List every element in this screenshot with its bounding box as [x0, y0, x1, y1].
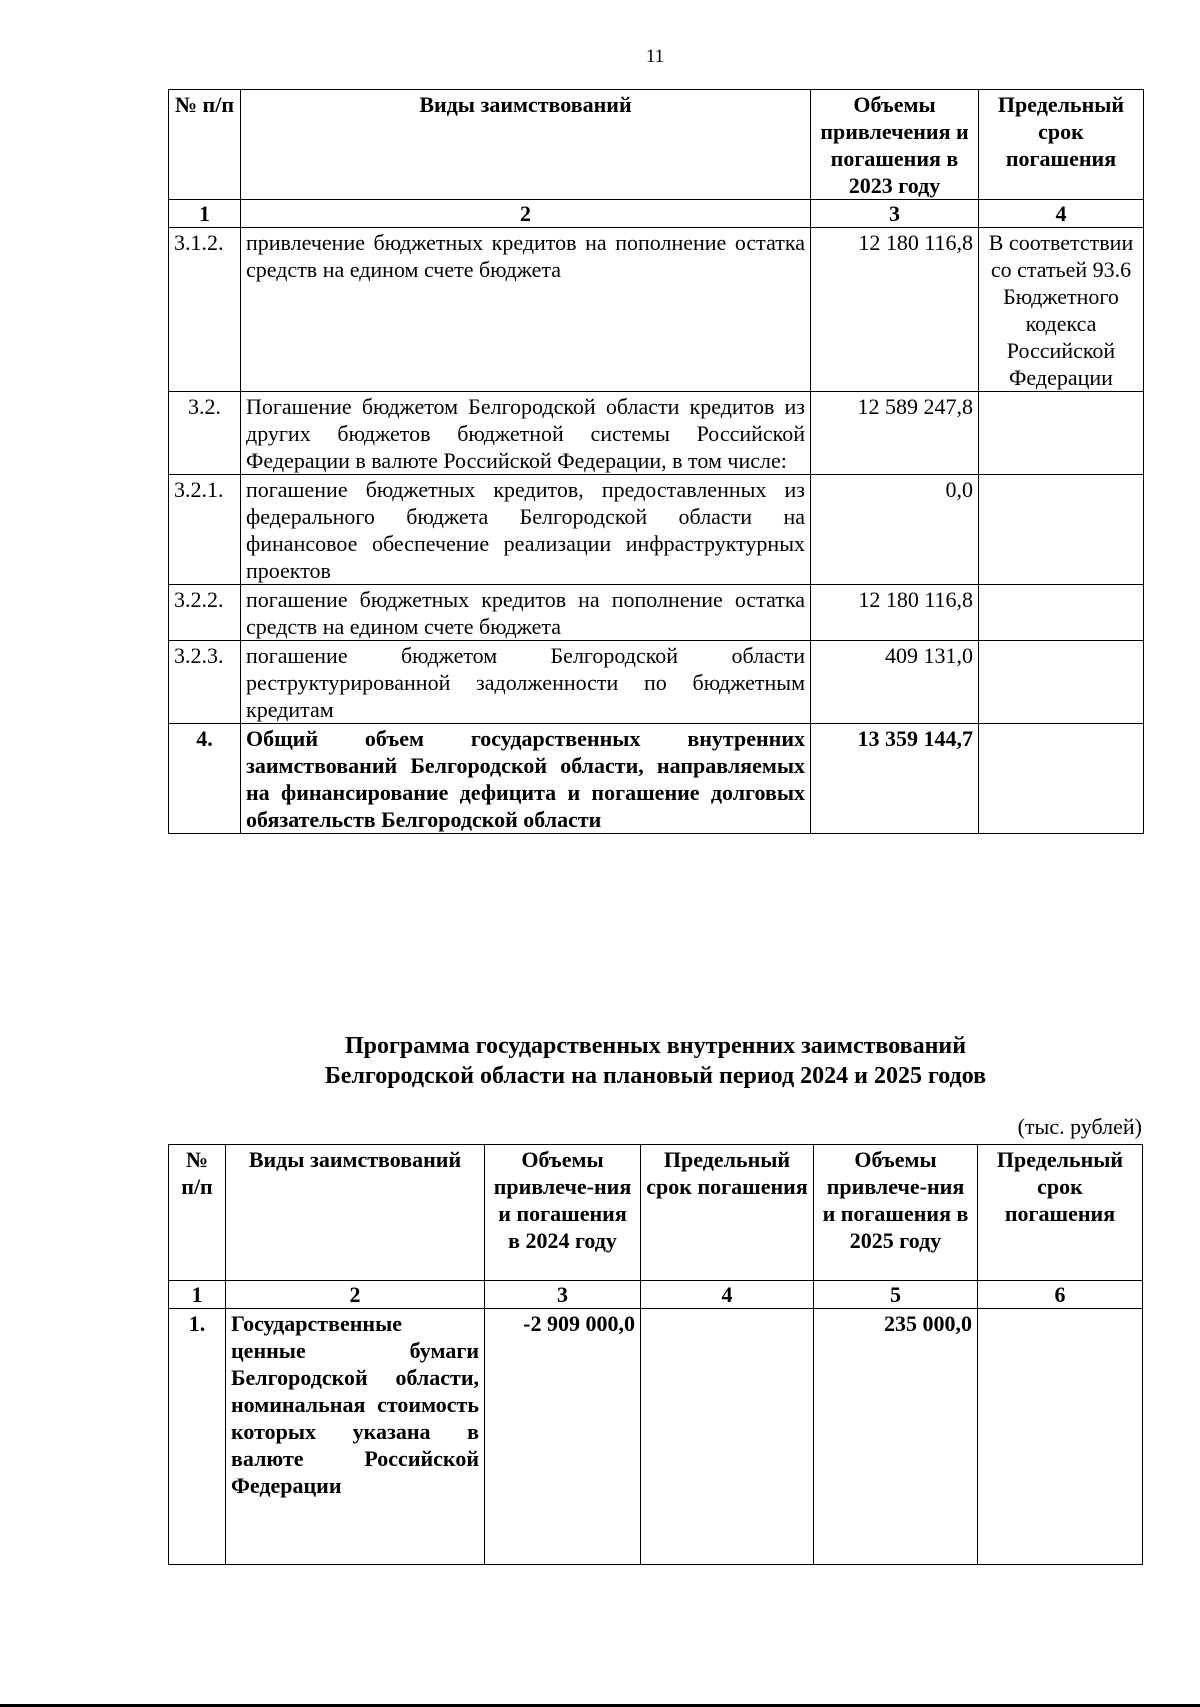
header-term: Предельный срок погашения — [979, 90, 1144, 200]
borrowings-2024-2025-table — [168, 1144, 1143, 1565]
row-volume-2024: -2 909 000,0 — [485, 1309, 641, 1565]
table2-column-numbers-row — [169, 1281, 1143, 1309]
col-number: 4 — [641, 1281, 814, 1309]
header-volume-2025: Объемы привлече-ния и погашения в 2025 году — [814, 1145, 978, 1281]
row-term — [979, 585, 1144, 641]
header-volume-2024: Объемы привлече-ния и погашения в 2024 году — [485, 1145, 641, 1281]
row-num: 4. — [169, 724, 241, 834]
row-volume: 13 359 144,7 — [811, 724, 979, 834]
row-volume: 12 589 247,8 — [811, 392, 979, 475]
header-num: № п/п — [169, 90, 241, 200]
col-number: 3 — [811, 200, 979, 228]
header-kind: Виды заимствований — [241, 90, 811, 200]
row-num: 1. — [169, 1309, 226, 1565]
row-term — [979, 724, 1144, 834]
row-kind: погашение бюджетом Белгородской области реструктурированной задолженности по бюджетным кредитам — [241, 641, 811, 724]
row-term: В соответствии со статьей 93.6 Бюджетного кодекса Российской Федерации — [979, 228, 1144, 392]
col-number: 5 — [814, 1281, 978, 1309]
row-term — [979, 475, 1144, 585]
header-num: № п/п — [169, 1145, 226, 1281]
row-kind: Погашение бюджетом Белгородской области кредитов из других бюджетов бюджетной системы Российской Федерации в валюте Российской Федерации, в том числе: — [241, 392, 811, 475]
table-row — [169, 585, 1144, 641]
row-term — [979, 392, 1144, 475]
program-title-line: Белгородской области на плановый период 2024 и 2025 годов — [324, 1063, 987, 1089]
row-volume: 409 131,0 — [811, 641, 979, 724]
row-term-2024 — [641, 1309, 814, 1565]
table-row — [169, 475, 1144, 585]
row-num: 3.2. — [169, 392, 241, 475]
borrowings-2023-table — [168, 89, 1144, 834]
row-num: 3.1.2. — [169, 228, 241, 392]
col-number: 3 — [485, 1281, 641, 1309]
header-term-2024: Предельный срок погашения — [641, 1145, 814, 1281]
row-kind: погашение бюджетных кредитов, предоставленных из федерального бюджета Белгородской области на финансовое обеспечение реализации инфраструктурных проектов — [241, 475, 811, 585]
row-term — [979, 641, 1144, 724]
table-row — [169, 724, 1144, 834]
table1-header-row — [169, 90, 1144, 200]
col-number: 4 — [979, 200, 1144, 228]
table-row — [169, 641, 1144, 724]
program-title-line: Программа государственных внутренних заимствований — [344, 1033, 967, 1059]
row-kind: привлечение бюджетных кредитов на пополнение остатка средств на едином счете бюджета — [241, 228, 811, 392]
header-kind: Виды заимствований — [226, 1145, 485, 1281]
table2-header-row — [169, 1145, 1143, 1281]
col-number: 1 — [169, 1281, 226, 1309]
units-label: (тыс. рублей) — [1017, 1114, 1142, 1139]
table1-column-numbers-row — [169, 200, 1144, 228]
table-row — [169, 228, 1144, 392]
row-volume: 12 180 116,8 — [811, 228, 979, 392]
row-num: 3.2.2. — [169, 585, 241, 641]
header-volume-2023: Объемы привлечения и погашения в 2023 году — [811, 90, 979, 200]
row-volume: 0,0 — [811, 475, 979, 585]
row-kind: погашение бюджетных кредитов на пополнение остатка средств на едином счете бюджета — [241, 585, 811, 641]
col-number: 1 — [169, 200, 241, 228]
row-num: 3.2.1. — [169, 475, 241, 585]
table-row — [169, 392, 1144, 475]
row-kind: Общий объем государственных внутренних заимствований Белгородской области, направляемых на финансирование дефицита и погашение долговых обязательств Белгородской области — [241, 724, 811, 834]
program-title — [168, 1031, 1143, 1091]
page-number: 11 — [645, 46, 665, 67]
row-term-2025 — [978, 1309, 1143, 1565]
row-volume-2025: 235 000,0 — [814, 1309, 978, 1565]
row-num: 3.2.3. — [169, 641, 241, 724]
row-kind: Государственные ценные бумаги Белгородской области, номинальная стоимость которых указана в валюте Российской Федерации — [226, 1309, 485, 1565]
header-term-2025: Предельный срок погашения — [978, 1145, 1143, 1281]
row-volume: 12 180 116,8 — [811, 585, 979, 641]
table-row — [169, 1309, 1143, 1565]
col-number: 2 — [226, 1281, 485, 1309]
col-number: 2 — [241, 200, 811, 228]
col-number: 6 — [978, 1281, 1143, 1309]
